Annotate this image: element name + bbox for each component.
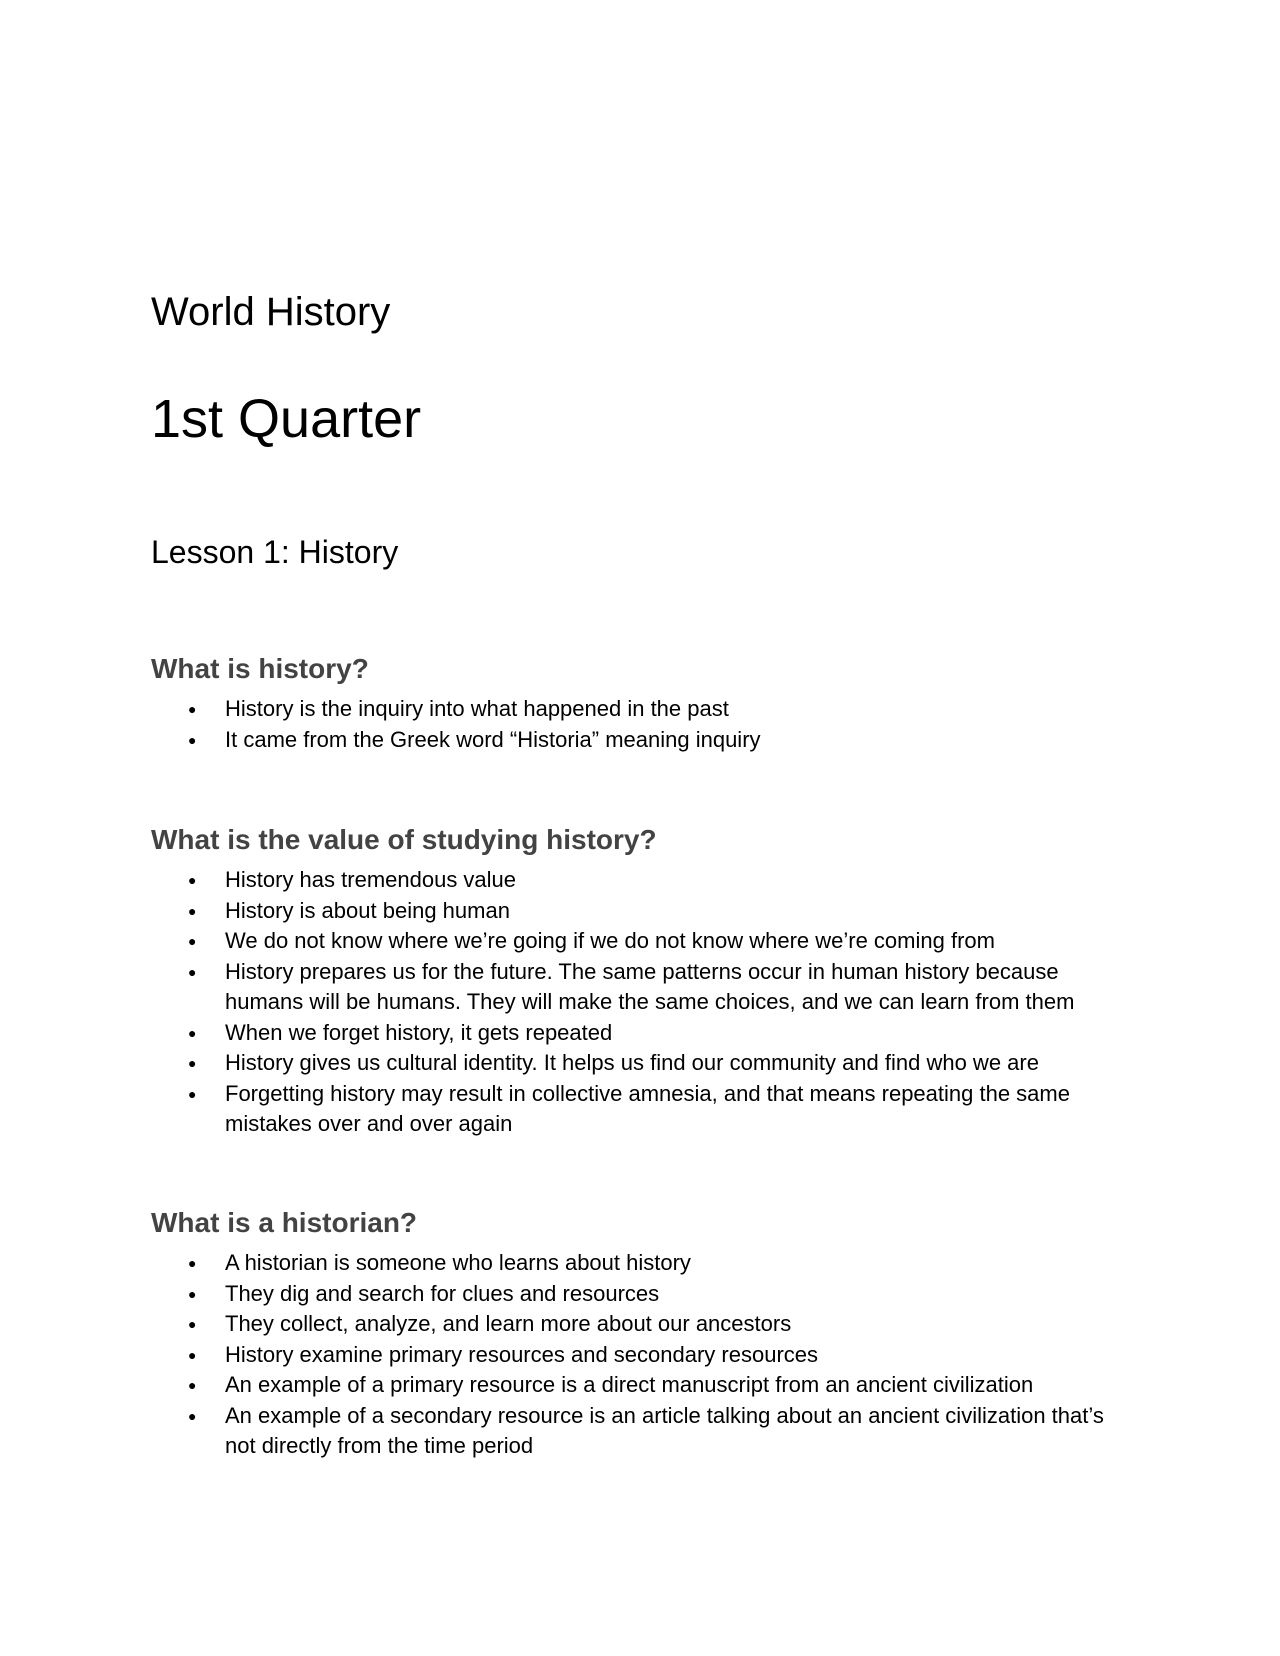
list-item — [151, 1079, 1131, 1140]
bullet-icon: ● — [188, 902, 197, 919]
list-item-text: History has tremendous value — [225, 867, 517, 892]
list-item-text: History prepares us for the future. The same patterns occur in human history because humans will be humans. They will make the same choices, and we can learn from them — [225, 958, 1075, 1014]
bullet-icon: ● — [188, 1377, 197, 1393]
list-item — [151, 1279, 1131, 1310]
section-heading: What is history? — [151, 653, 369, 684]
list-item-text: When we forget history, it gets repeated — [225, 1019, 613, 1045]
list-item — [151, 1370, 1131, 1401]
bullet-icon: ● — [188, 933, 197, 949]
bullet-list — [151, 1248, 1131, 1462]
list-item — [151, 865, 1131, 896]
bullet-icon: ● — [188, 1255, 197, 1271]
list-item — [151, 896, 1131, 927]
list-item — [151, 1309, 1131, 1340]
list-item-text: History gives us cultural identity. It helps us find our community and find who we are — [225, 1050, 1039, 1075]
section-value-of-history — [151, 823, 1131, 1140]
list-item — [151, 1248, 1131, 1279]
bullet-icon: ● — [188, 1407, 197, 1424]
list-item — [151, 1401, 1131, 1462]
list-item-text: We do not know where we’re going if we do not know where we’re coming from — [225, 928, 995, 953]
list-item-text: History is about being human — [225, 897, 510, 923]
bullet-list — [151, 865, 1131, 1140]
section-heading: What is the value of studying history? — [151, 824, 657, 855]
bullet-icon: ● — [188, 963, 197, 980]
bullet-icon: ● — [188, 872, 197, 888]
list-item-text: History examine primary resources and secondary resources — [225, 1341, 819, 1367]
list-item — [151, 926, 1131, 957]
list-item — [151, 1018, 1131, 1049]
list-item — [151, 694, 1131, 725]
list-item-text: Forgetting history may result in collective amnesia, and that means repeating the same mistakes over and over again — [225, 1080, 1070, 1136]
list-item-text: History is the inquiry into what happened in the past — [225, 696, 729, 721]
lesson-title: Lesson 1: History — [151, 534, 399, 570]
bullet-icon: ● — [188, 701, 197, 717]
section-what-is-historian — [151, 1206, 1131, 1462]
document-title: World History — [151, 290, 391, 334]
list-item-text: They collect, analyze, and learn more about our ancestors — [225, 1311, 792, 1336]
list-item-text: An example of a secondary resource is an article talking about an ancient civilization that’s not directly from the time period — [225, 1402, 1104, 1458]
bullet-icon: ● — [188, 1055, 197, 1071]
quarter-title: 1st Quarter — [151, 389, 422, 449]
list-item — [151, 957, 1131, 1018]
bullet-icon: ● — [188, 1316, 197, 1332]
section-what-is-history — [151, 652, 1131, 755]
list-item-text: They dig and search for clues and resources — [225, 1280, 660, 1306]
bullet-icon: ● — [188, 1285, 197, 1302]
list-item — [151, 725, 1131, 756]
list-item-text: A historian is someone who learns about history — [225, 1250, 691, 1275]
list-item-text: It came from the Greek word “Historia” meaning inquiry — [225, 726, 761, 752]
list-item — [151, 1340, 1131, 1371]
bullet-icon: ● — [188, 1024, 197, 1041]
bullet-icon: ● — [188, 1085, 197, 1102]
bullet-icon: ● — [188, 1346, 197, 1363]
bullet-icon: ● — [188, 731, 197, 748]
section-heading: What is a historian? — [151, 1207, 418, 1238]
list-item-text: An example of a primary resource is a direct manuscript from an ancient civilization — [225, 1372, 1034, 1397]
list-item — [151, 1048, 1131, 1079]
bullet-list — [151, 694, 1131, 755]
